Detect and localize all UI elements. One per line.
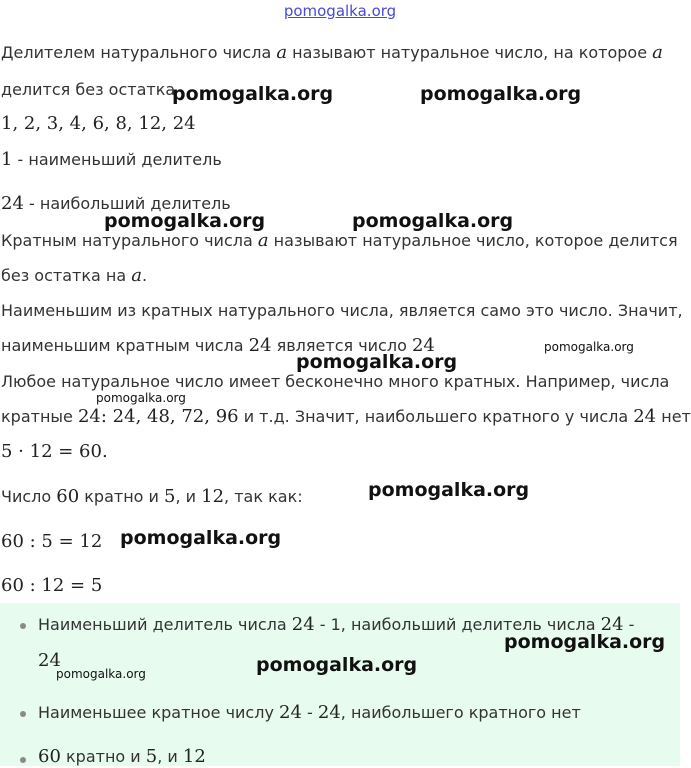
watermark: pomogalka.org bbox=[96, 391, 186, 405]
text: делится без остатка bbox=[1, 80, 176, 99]
text: называют натуральное число, которое делится bbox=[268, 231, 678, 250]
infinite-multiples-line-2 bbox=[1, 406, 691, 428]
math: 60 : 5 = 12 bbox=[1, 531, 103, 552]
number: 12 bbox=[201, 486, 225, 507]
number: 24 bbox=[279, 702, 302, 723]
math: 60 : 12 = 5 bbox=[1, 575, 103, 596]
summary-box bbox=[0, 603, 680, 766]
number: 24 bbox=[291, 614, 315, 635]
text: Наименьшее кратное числу bbox=[38, 703, 280, 722]
text: , и bbox=[157, 747, 183, 766]
watermark: pomogalka.org bbox=[544, 340, 634, 354]
text: , и bbox=[175, 487, 202, 506]
text: без остатка на bbox=[1, 266, 132, 285]
text: кратно и bbox=[79, 487, 165, 506]
text: , так как: bbox=[224, 487, 303, 506]
number: 5 bbox=[145, 746, 158, 767]
product-equation bbox=[1, 441, 108, 463]
text: Кратным натурального числа bbox=[1, 231, 258, 250]
variable: a bbox=[257, 230, 269, 251]
watermark: pomogalka.org bbox=[256, 654, 418, 676]
number: 60 bbox=[56, 486, 80, 507]
variable: a bbox=[276, 42, 288, 63]
definition-multiple-line-2 bbox=[1, 265, 147, 287]
divisors-list bbox=[1, 113, 196, 135]
text: - 1, наибольший делитель числа bbox=[314, 615, 601, 634]
number: 12 bbox=[182, 746, 206, 767]
number: 24 bbox=[600, 614, 624, 635]
text: кратные bbox=[1, 407, 78, 426]
smallest-multiple-line-1 bbox=[1, 300, 683, 322]
text: кратно и bbox=[60, 747, 146, 766]
watermark: pomogalka.org bbox=[56, 667, 146, 681]
watermark: pomogalka.org bbox=[504, 631, 666, 653]
number: 5 bbox=[164, 486, 176, 507]
text: Наименьший делитель числа bbox=[38, 615, 292, 634]
text: . bbox=[141, 266, 148, 285]
site-link[interactable]: pomogalka.org bbox=[283, 2, 397, 20]
text: - наибольший делитель bbox=[23, 194, 231, 213]
definition-divisor-line-2 bbox=[1, 79, 175, 101]
watermark: pomogalka.org bbox=[420, 83, 582, 105]
number: 24 bbox=[1, 193, 24, 214]
text: - bbox=[623, 615, 635, 634]
number: 24 bbox=[38, 650, 61, 671]
number: 1 bbox=[1, 149, 13, 170]
text: - bbox=[301, 703, 318, 722]
smallest-divisor bbox=[1, 149, 222, 171]
text: Наименьшим из кратных натурального числа, является само это число. Значит, bbox=[1, 301, 683, 320]
summary-item-2 bbox=[38, 702, 581, 724]
math: 24: 24, 48, 72, 96 bbox=[77, 406, 239, 427]
text: нет bbox=[656, 407, 691, 426]
watermark: pomogalka.org bbox=[104, 210, 266, 232]
math: 5 · 12 = 60. bbox=[1, 441, 108, 462]
number: 24 bbox=[633, 406, 657, 427]
text: Любое натуральное число имеет бесконечно много кратных. Например, числа bbox=[1, 372, 670, 391]
number: 24 bbox=[248, 335, 272, 356]
bullet-dot bbox=[20, 757, 26, 763]
definition-divisor-line-1 bbox=[1, 42, 663, 64]
text: , наибольшего кратного нет bbox=[340, 703, 581, 722]
math: 1, 2, 3, 4, 6, 8, 12, 24 bbox=[1, 113, 196, 134]
infinite-multiples-line-1 bbox=[1, 371, 669, 393]
watermark: pomogalka.org bbox=[296, 351, 458, 373]
number: 24 bbox=[411, 335, 435, 356]
text: наименьшим кратным числа bbox=[1, 336, 249, 355]
definition-multiple-line-1 bbox=[1, 230, 678, 252]
text: Число bbox=[1, 487, 57, 506]
variable: a bbox=[131, 265, 142, 286]
text: называют натуральное число, на которое bbox=[287, 43, 653, 62]
bullet-dot bbox=[20, 623, 26, 629]
watermark: pomogalka.org bbox=[352, 210, 514, 232]
variable: a bbox=[652, 42, 663, 63]
number: 24 bbox=[317, 702, 341, 723]
division-equation-2 bbox=[1, 575, 102, 597]
summary-item-3 bbox=[38, 746, 206, 768]
text: - наименьший делитель bbox=[12, 150, 222, 169]
number: 60 bbox=[38, 746, 61, 767]
division-equation-1 bbox=[1, 531, 102, 553]
bullet-dot bbox=[20, 711, 26, 717]
text: и т.д. Значит, наибольшего кратного у числа bbox=[238, 407, 634, 426]
watermark: pomogalka.org bbox=[172, 83, 334, 105]
text: Делителем натурального числа bbox=[1, 43, 277, 62]
watermark: pomogalka.org bbox=[368, 479, 530, 501]
watermark: pomogalka.org bbox=[120, 527, 282, 549]
text: является число bbox=[271, 336, 412, 355]
sixty-multiple-statement bbox=[1, 486, 303, 508]
